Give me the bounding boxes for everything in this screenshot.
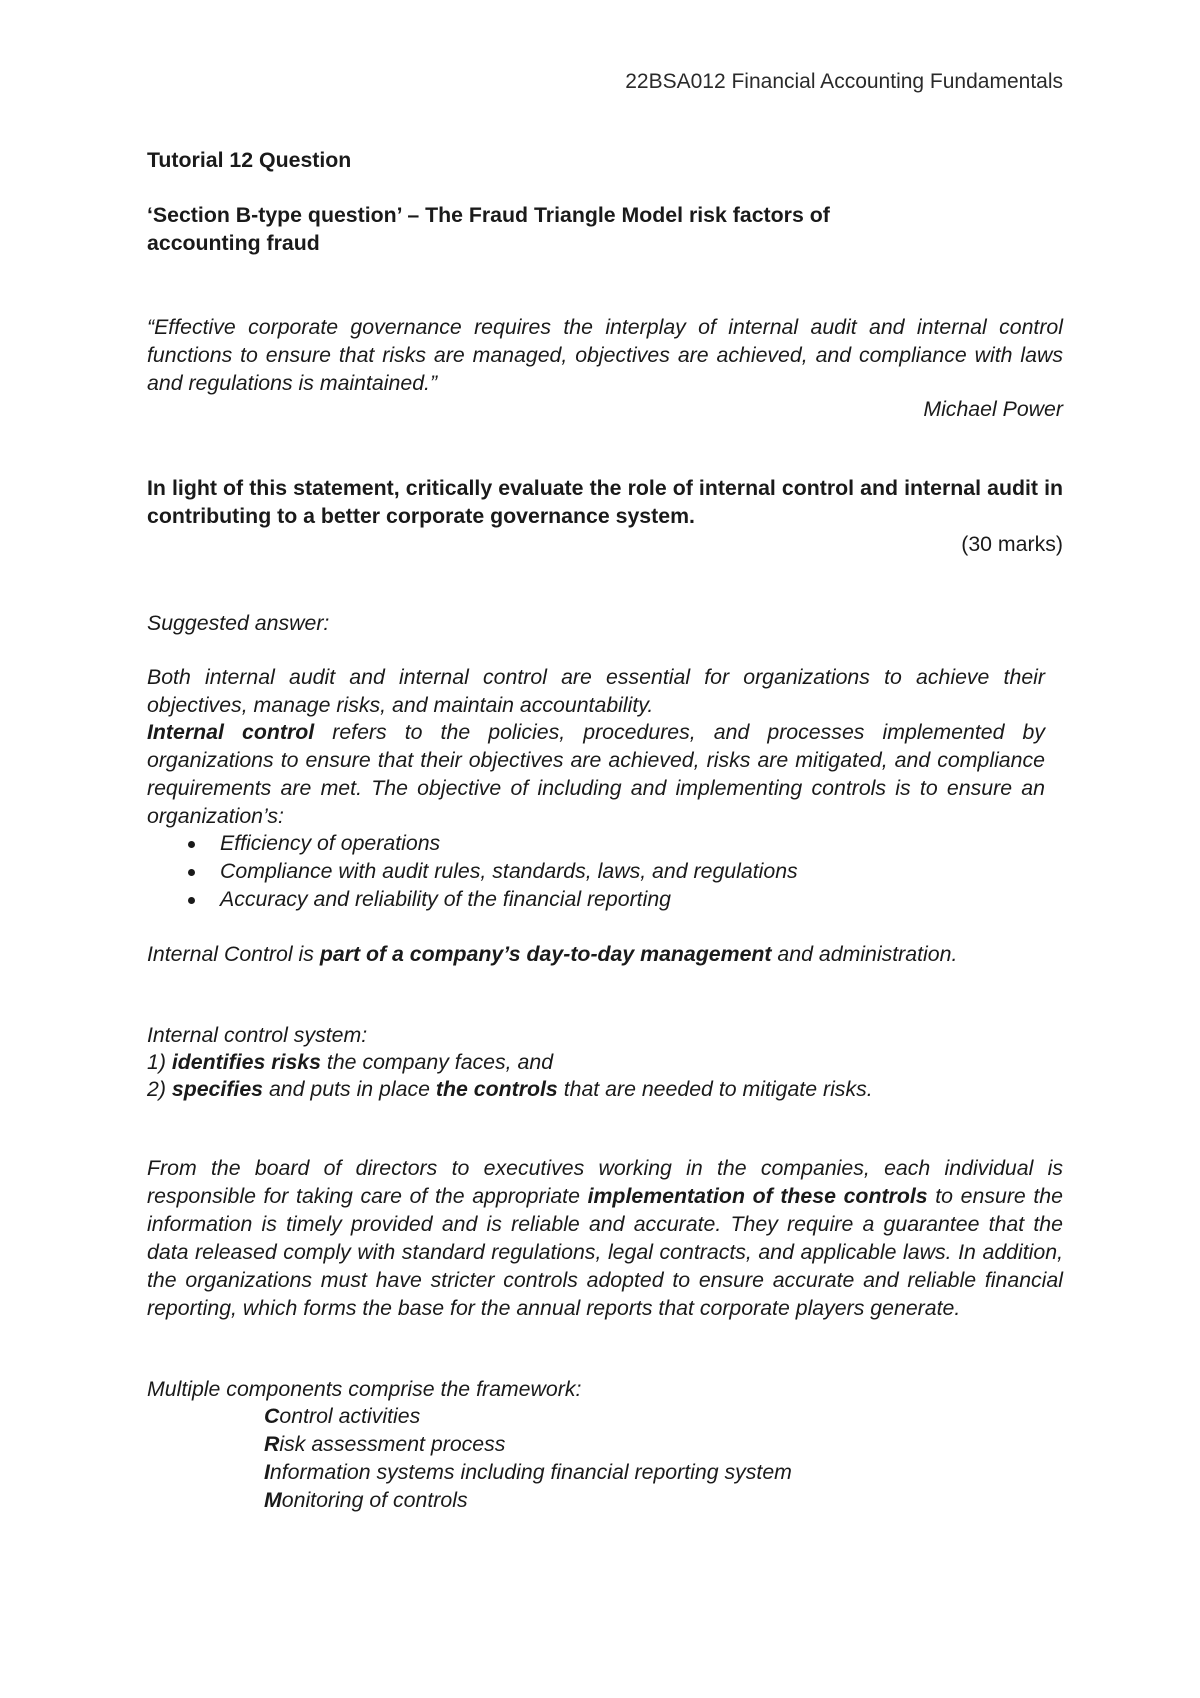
system-step-2: 2) specifies and puts in place the controls that are needed to mitigate risks.	[147, 1077, 873, 1101]
question-marks: (30 marks)	[961, 532, 1063, 556]
bullet-icon	[188, 869, 195, 876]
list-item: Monitoring of controls	[264, 1488, 468, 1512]
part-of-management-paragraph: Internal Control is part of a company’s day-to-day management and administration.	[147, 942, 958, 966]
question-text: In light of this statement, critically evaluate the role of internal control and internal audit in contributing to a better corporate governance system.	[147, 476, 1063, 528]
part-of-management-emphasis: part of a company’s day-to-day management	[319, 942, 772, 966]
implementation-emphasis: implementation of these controls	[587, 1184, 928, 1208]
answer-heading: Suggested answer:	[147, 611, 330, 635]
internal-control-term: Internal control	[147, 720, 315, 744]
quote-text: “Effective corporate governance requires the interplay of internal audit and internal control functions to ensure that risks are managed, objectives are achieved, and compliance with laws and regulations is maintained.”	[147, 315, 1063, 395]
list-item: Accuracy and reliability of the financial reporting	[147, 885, 1063, 913]
list-item: Compliance with audit rules, standards, laws, and regulations	[147, 857, 1063, 885]
tutorial-title: Tutorial 12 Question	[147, 148, 352, 172]
system-heading: Internal control system:	[147, 1023, 368, 1047]
list-item: Information systems including financial reporting system	[264, 1460, 792, 1484]
page-header: 22BSA012 Financial Accounting Fundamentals	[625, 70, 1063, 93]
bullet-icon	[188, 841, 195, 848]
bullet-icon	[188, 897, 195, 904]
components-heading: Multiple components comprise the framework:	[147, 1377, 582, 1401]
list-item: Control activities	[264, 1404, 421, 1428]
board-responsibility-paragraph: From the board of directors to executives working in the companies, each individual is responsible for taking care of the appropriate implementation of these controls to ensure the information is timely provided and is reliable and accurate. They require a guarantee that the data released comply with standard regulations, legal contracts, and applicable laws. In addition, the organizations must have stricter controls adopted to ensure accurate and reliable financial reporting, which forms the base for the annual reports that corporate players generate.	[147, 1156, 1063, 1320]
answer-intro: Both internal audit and internal control are essential for organizations to achieve their objectives, manage risks, and maintain accountability.	[147, 665, 1045, 717]
section-title: ‘Section B-type question’ – The Fraud Triangle Model risk factors of accounting fraud	[147, 203, 830, 255]
list-item: Risk assessment process	[264, 1432, 506, 1456]
system-step-1: 1) identifies risks the company faces, and	[147, 1050, 554, 1074]
quote-author: Michael Power	[923, 397, 1063, 421]
list-item: Efficiency of operations	[147, 829, 1063, 857]
internal-control-definition-text: refers to the policies, procedures, and processes implemented by organizations to ensure that their objectives are achieved, risks are mitigated, and compliance requirements are met. The objective of including and implementing controls is to ensure an organization’s:	[147, 720, 1045, 828]
components-list	[147, 1402, 1063, 1514]
objectives-list	[147, 829, 1063, 913]
internal-control-definition	[147, 718, 1045, 830]
